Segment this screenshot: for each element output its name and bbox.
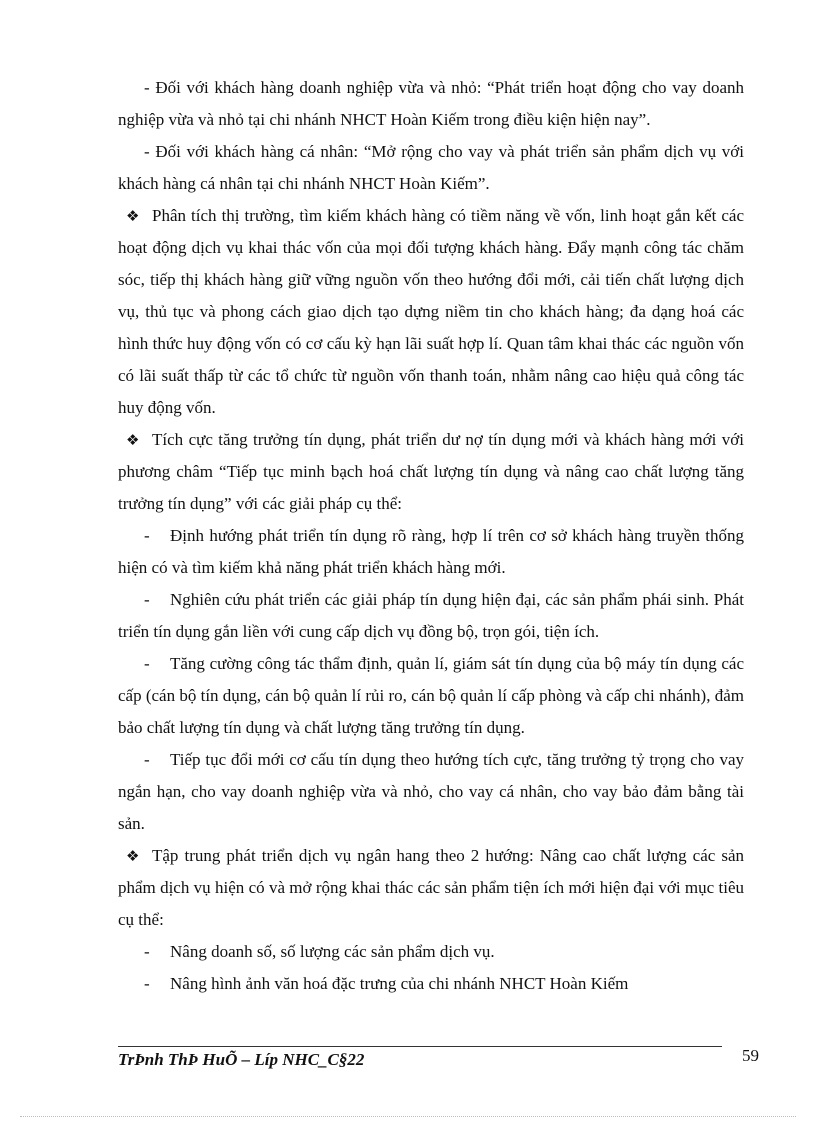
dash-list-item: [118, 936, 744, 968]
paragraph-text: Tăng cường công tác thẩm định, quản lí, giám sát tín dụng của bộ máy tín dụng các cấp (cán bộ tín dụng, cán bộ quản lí rủi ro, cán bộ quản lí cấp phòng và cấp chi nhánh), đảm bảo chất lượng tín dụng và chất lượng tăng trưởng tín dụng.: [118, 654, 744, 737]
dash-list-item: [118, 968, 744, 1000]
diamond-bullet-icon: ❖: [126, 431, 140, 449]
paragraph-text: Nâng hình ảnh văn hoá đặc trưng của chi nhánh NHCT Hoàn Kiếm: [170, 974, 629, 993]
paragraph-text: Tiếp tục đổi mới cơ cấu tín dụng theo hướng tích cực, tăng trưởng tỷ trọng cho vay ngắn hạn, cho vay doanh nghiệp vừa và nhỏ, cho vay cá nhân, cho vay bảo đảm bằng tài sản.: [118, 750, 744, 833]
dash-list-item: [118, 648, 744, 744]
dash-marker: -: [144, 974, 150, 993]
indented-paragraph: [118, 136, 744, 200]
dash-marker: -: [144, 750, 150, 769]
paragraph-text: Nghiên cứu phát triển các giải pháp tín dụng hiện đại, các sản phẩm phái sinh. Phát triển tín dụng gắn liền với cung cấp dịch vụ đồng bộ, trọn gói, tiện ích.: [118, 590, 744, 641]
diamond-bullet-icon: ❖: [126, 847, 140, 865]
dash-marker: -: [144, 526, 150, 545]
dash-marker: -: [144, 942, 150, 961]
paragraph-text: - Đối với khách hàng cá nhân: “Mở rộng cho vay và phát triển sản phẩm dịch vụ với khách hàng cá nhân tại chi nhánh NHCT Hoàn Kiếm”.: [118, 142, 744, 193]
indented-paragraph: [118, 72, 744, 136]
page-bottom-border: [20, 1116, 796, 1117]
bullet-paragraph: [118, 200, 744, 424]
footer-author: TrÞnh ThÞ HuÕ – Líp NHC_C§22: [118, 1050, 365, 1069]
dash-list-item: [118, 520, 744, 584]
dash-marker: -: [144, 590, 150, 609]
dash-list-item: [118, 744, 744, 840]
paragraph-text: Tích cực tăng trưởng tín dụng, phát triển dư nợ tín dụng mới và khách hàng mới với phương châm “Tiếp tục minh bạch hoá chất lượng tín dụng và nâng cao chất lượng tăng trưởng tín dụng” với các giải pháp cụ thể:: [118, 430, 744, 513]
dash-marker: -: [144, 654, 150, 673]
paragraph-text: Nâng doanh số, số lượng các sản phẩm dịch vụ.: [170, 942, 495, 961]
diamond-bullet-icon: ❖: [126, 207, 140, 225]
paragraph-text: Phân tích thị trường, tìm kiếm khách hàng có tiềm năng về vốn, linh hoạt gắn kết các hoạt động dịch vụ khai thác vốn của mọi đối tượng khách hàng. Đẩy mạnh công tác chăm sóc, tiếp thị khách hàng giữ vững nguồn vốn theo hướng đổi mới, cải tiến chất lượng dịch vụ, thủ tục và phong cách giao dịch tạo dựng niềm tin cho khách hàng; đa dạng hoá các hình thức huy động vốn có cơ cấu kỳ hạn lãi suất hợp lí. Quan tâm khai thác các nguồn vốn có lãi suất thấp từ các tổ chức từ nguồn vốn thanh toán, nhằm nâng cao hiệu quả công tác huy động vốn.: [118, 206, 744, 417]
body-text: [118, 72, 744, 1000]
paragraph-text: Tập trung phát triển dịch vụ ngân hang theo 2 hướng: Nâng cao chất lượng các sản phẩm dịch vụ hiện có và mở rộng khai thác các sản phẩm tiện ích mới hiện đại với mục tiêu cụ thể:: [118, 846, 744, 929]
paragraph-text: - Đối với khách hàng doanh nghiệp vừa và nhỏ: “Phát triển hoạt động cho vay doanh nghiệp vừa và nhỏ tại chi nhánh NHCT Hoàn Kiếm trong điều kiện hiện nay”.: [118, 78, 744, 129]
bullet-paragraph: [118, 424, 744, 520]
dash-list-item: [118, 584, 744, 648]
bullet-paragraph: [118, 840, 744, 936]
page-number: 59: [742, 1046, 759, 1065]
paragraph-text: Định hướng phát triển tín dụng rõ ràng, hợp lí trên cơ sở khách hàng truyền thống hiện có và tìm kiếm khả năng phát triển khách hàng mới.: [118, 526, 744, 577]
footer-divider: [118, 1046, 722, 1047]
